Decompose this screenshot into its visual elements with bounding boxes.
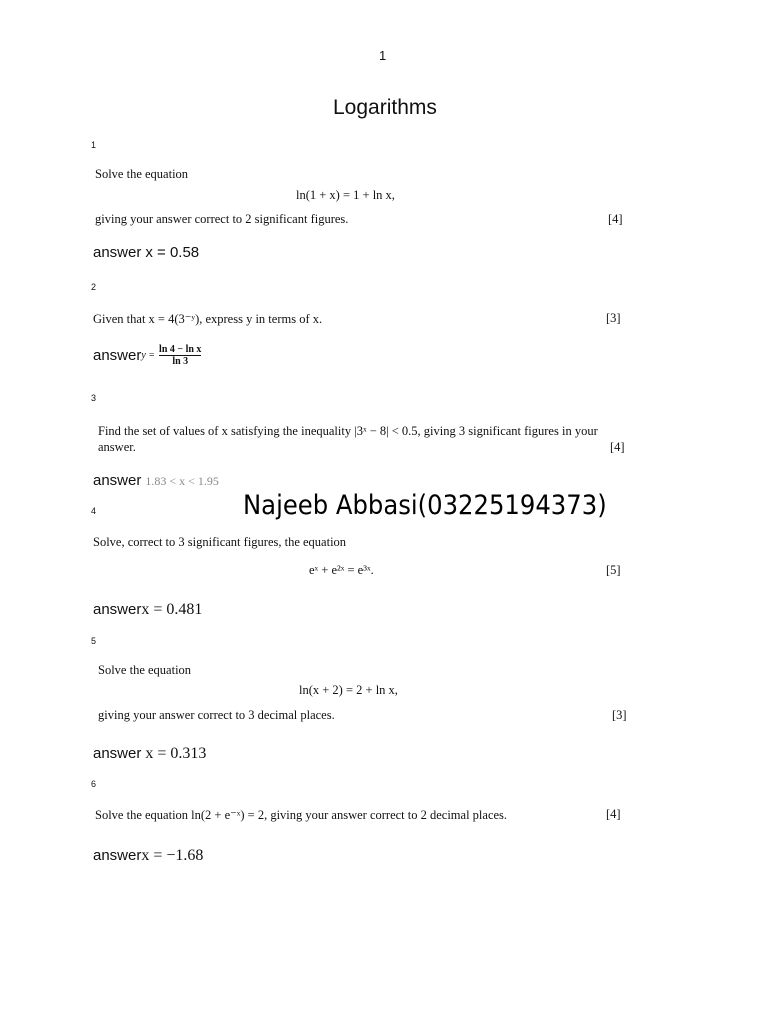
question-3-answer [93,472,219,490]
watermark-text: Najeeb Abbasi(03225194373) [243,490,607,521]
page-number: 1 [379,48,387,63]
answer-label: answer [93,347,142,364]
question-1-answer [93,244,199,262]
question-6-answer [93,847,203,865]
question-6-marks: [4] [606,807,621,821]
question-5-marks: [3] [612,708,627,722]
question-1-equation: ln(1 + x) = 1 + ln x, [296,188,395,202]
answer-value: x = 0.481 [141,601,203,618]
answer-value: x = 0.313 [145,745,207,762]
question-6-text: Solve the equation ln(2 + e⁻ˣ) = 2, giving your answer correct to 2 decimal places. [95,808,508,822]
question-5-text: Solve the equation [98,663,192,677]
question-4-marks: [5] [606,563,621,577]
question-4-text: Solve, correct to 3 significant figures, the equation [93,535,347,549]
question-5-number: 5 [91,636,97,646]
question-3-text-2: answer. [98,440,136,454]
question-3-marks: [4] [610,440,625,454]
question-1-text: Solve the equation [95,167,189,181]
question-2-text: Given that x = 4(3⁻ʸ), express y in terms of x. [93,312,323,326]
question-4-answer [93,601,202,619]
question-4-equation: eˣ + e²ˣ = e³ˣ. [309,563,374,577]
answer-numerator: ln 4 − ln x [159,344,202,355]
question-2-number: 2 [91,282,97,292]
answer-value: 1.83 < x < 1.95 [145,474,219,488]
answer-fraction [159,344,201,367]
question-1-number: 1 [91,140,97,150]
page-title: Logarithms [333,96,437,119]
question-3-number: 3 [91,393,97,403]
answer-label: answer [93,745,142,762]
question-1-text-2: giving your answer correct to 2 significant figures. [95,212,349,226]
answer-value: x = −1.68 [141,847,204,864]
question-3-text: Find the set of values of x satisfying the inequality |3ˣ − 8| < 0.5, giving 3 significant figures in your [98,424,598,438]
question-4-number: 4 [91,506,97,516]
answer-label: answer [93,472,142,489]
answer-value: x = 0.58 [145,244,200,261]
question-5-answer [93,745,206,763]
answer-label: answer [93,244,142,261]
question-6-number: 6 [91,779,97,789]
question-2-answer [93,344,201,367]
answer-label: answer [93,601,142,618]
question-1-marks: [4] [608,212,623,226]
question-2-marks: [3] [606,311,621,325]
answer-label: answer [93,847,142,864]
answer-lhs: y = [141,350,156,361]
question-5-text-2: giving your answer correct to 3 decimal places. [98,708,335,722]
question-5-equation: ln(x + 2) = 2 + ln x, [299,683,398,697]
answer-denominator: ln 3 [172,356,189,367]
